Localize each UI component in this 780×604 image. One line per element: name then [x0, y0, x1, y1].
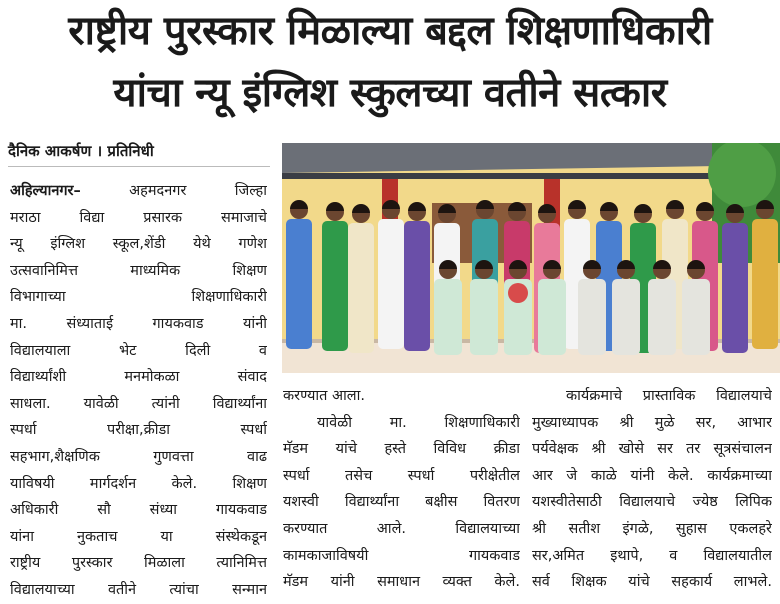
article-line: श्री सतीश इंगळे, सुहास एकलहरे — [532, 520, 772, 537]
headline-line-1: राष्ट्रीय पुरस्कार मिळाल्या बद्दल शिक्षणाधिकारी — [68, 8, 712, 54]
staff-member — [286, 200, 312, 349]
headline-line-2: यांचा न्यू इंग्लिश स्कुलच्या वतीने सत्कार — [113, 70, 667, 116]
article-line: याविषयी मार्गदर्शन केले. शिक्षण — [10, 475, 267, 492]
byline: दैनिक आकर्षण । प्रतिनिधी — [8, 140, 270, 167]
article-column-2 — [283, 383, 520, 596]
article-line: स्पर्धा परीक्षा,क्रीडा स्पर्धा — [10, 422, 267, 439]
felicitation-group-photo — [282, 143, 780, 373]
article-line: साधला. यावेळी त्यांनी विद्यार्थ्यांना — [10, 395, 267, 412]
staff-member — [348, 204, 374, 353]
article-line: सर्व शिक्षक यांचे सहकार्य लाभले. — [532, 574, 772, 591]
bouquet — [508, 283, 528, 303]
article-line: यांना नुकताच या संस्थेकडून — [10, 528, 267, 545]
article-line: पर्यवेक्षक श्री खोसे सर तर सूत्रसंचालन — [532, 441, 772, 458]
event-photo — [282, 143, 780, 373]
staff-member — [752, 200, 778, 349]
article-line — [10, 178, 267, 205]
staff-member — [722, 204, 748, 353]
article-column-1 — [10, 178, 267, 604]
article-line: यावेळी मा. शिक्षणाधिकारी — [317, 414, 520, 431]
article-line: सहभाग,शैक्षणिक गुणवत्ता वाढ — [10, 448, 267, 465]
article-line: न्यू इंग्लिश स्कूल,शेंडी येथे गणेश — [10, 236, 267, 253]
article-line: विभागाच्या शिक्षणाधिकारी — [10, 289, 267, 306]
staff-member — [378, 200, 404, 349]
article-text: अहमदनगर जिल्हा — [80, 183, 267, 199]
article-line: कामकाजाविषयी गायकवाड — [283, 547, 520, 564]
article-line: करण्यात आला. — [283, 388, 366, 404]
article-line: मुख्याध्यापक श्री मुळे सर, आभार — [532, 414, 772, 431]
article-line: सर,अमित इथापे, व विद्यालयातील — [532, 547, 772, 564]
staff-member — [322, 202, 348, 351]
article-line: विद्यार्थ्यांशी मनमोकळा संवाद — [10, 369, 267, 386]
article-line: विद्यालयाच्या वतीने त्यांचा सन्मान — [10, 581, 267, 598]
article-line: आर जे काळे यांनी केले. कार्यक्रमाच्या — [532, 467, 772, 484]
article-line: यशस्वी विद्यार्थ्यांना बक्षीस वितरण — [283, 494, 520, 511]
article-line: उत्सवानिमित्त माध्यमिक शिक्षण — [10, 262, 267, 279]
article-line: अधिकारी सौ संध्या गायकवाड — [10, 502, 267, 519]
article-line: करण्यात आले. विद्यालयाच्या — [283, 520, 520, 537]
article-line: मॅडम यांनी समाधान व्यक्त केले. — [283, 574, 520, 591]
article-line: मा. संध्याताई गायकवाड यांनी — [10, 315, 267, 332]
article-column-3 — [532, 383, 772, 596]
article-line: विद्यालयाला भेट दिली व — [10, 342, 267, 359]
dateline: अहिल्यानगर– — [10, 183, 81, 199]
article-line: स्पर्धा तसेच स्पर्धा परीक्षेतील — [283, 467, 520, 484]
article-line: यशस्वीतेसाठी विद्यालयाचे ज्येष्ठ लिपिक — [532, 494, 772, 511]
roof-edge — [282, 173, 780, 179]
article-line: मराठा विद्या प्रसारक समाजाचे — [10, 209, 267, 226]
article-line: कार्यक्रमाचे प्रास्ताविक विद्यालयाचे — [566, 388, 772, 404]
article-line: मॅडम यांचे हस्ते विविध क्रीडा — [283, 441, 520, 458]
article-line: राष्ट्रीय पुरस्कार मिळाला त्यानिमित्त — [10, 555, 267, 572]
staff-member — [404, 202, 430, 351]
